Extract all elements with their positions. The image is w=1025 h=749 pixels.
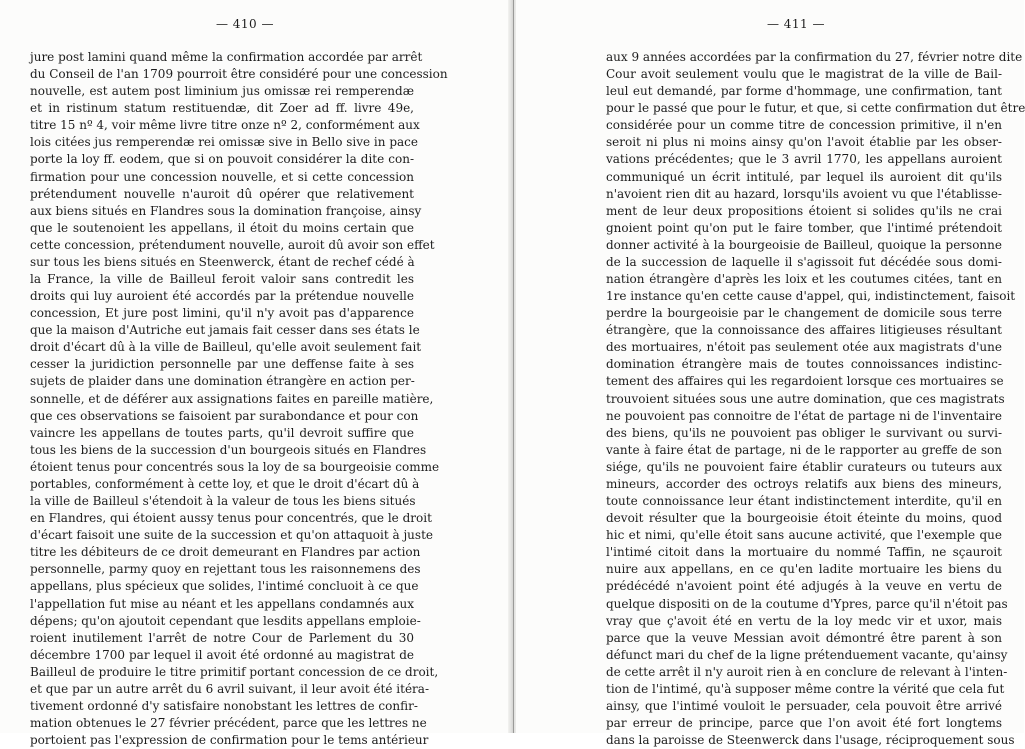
text-line: Cour avoit seulement voulu que le magistrat de la ville de Bail- <box>606 67 1002 82</box>
text-line: considérée pour un comme titre de concession primitive, il n'en <box>606 118 1002 133</box>
text-line: hic et nimi, qu'elle étoit sans aucune activité, que l'exemple que <box>606 528 1002 543</box>
text-line: perdre la bourgeoisie par le changement de domicile sous terre <box>606 306 1002 321</box>
text-line: quelque dispositi on de la coutume d'Ypres, parce qu'il n'étoit pas <box>606 596 1008 611</box>
text-line: droits qui luy auroient été accordés par la prétendue nouvelle <box>30 289 414 304</box>
text-line: portables, conformément à cette loy, et que le droit d'écart dû à <box>30 476 420 491</box>
text-line: la ville de Bailleul s'étendoit à la valeur de tous les biens situés <box>30 494 416 509</box>
text-line: concession, Et jure post limini, qu'il n'y avoit pas d'apparence <box>30 306 414 321</box>
text-line: dépens; qu'on ajoutoit cependant que lesdits appellans emploie- <box>30 613 421 628</box>
text-line: leul eut demandé, par forme d'hommage, une confirmation, tant <box>606 84 1002 99</box>
text-line: portoient pas l'expression de confirmation pour le tems antérieur <box>30 733 429 748</box>
text-line: titre les débiteurs de ce droit demeurant en Flandres par action <box>30 545 421 560</box>
text-line: étrangère, que la connoissance des affaires litigieuses résultant <box>606 323 1002 338</box>
text-line: lois citées jus remperendæ rei omissæ sive in Bello sive in pace <box>30 135 418 150</box>
text-line: gnoient point qu'on put le faire tomber, que l'intimé prétendoit <box>606 220 1002 235</box>
left-page <box>0 0 510 748</box>
text-line: tement des affaires qui les regardoient lorsque ces mortuaires se <box>606 374 1004 389</box>
text-line: n'avoient rien dit au hazard, lorsqu'ils avoient vu que l'établisse- <box>606 186 1002 201</box>
text-line: ment de leur deux propositions étoient si solides qu'ils ne crai <box>606 203 1002 218</box>
text-line: communiqué un écrit intitulé, par lequel ils auroient dit qu'ils <box>606 169 1002 184</box>
text-line: et in ristinum statum restituendæ, dit Zoer ad ff. livre 49e, <box>30 101 414 116</box>
text-line: vaincre les appellans de toutes parts, qu'il devroit suffire que <box>30 425 414 440</box>
left-page-text <box>30 49 448 749</box>
text-line: nuire aux appellans, en ce qu'en ladite mortuaire les biens du <box>606 562 1002 577</box>
text-line: siége, qu'ils ne pouvoient faire établir curateurs ou tuteurs aux <box>606 459 1002 474</box>
text-line: que le soutenoient les appellans, il étoit du moins certain que <box>30 220 414 235</box>
text-line: l'intimé citoit dans la mortuaire du nommé Taffin, ne sçauroit <box>606 545 1002 560</box>
text-line: trouvoient situées sous une autre domination, que ces magistrats <box>606 391 1005 406</box>
text-line: toute connoissance leur étant indistinctement interdite, qu'il en <box>606 494 1002 509</box>
text-line: la France, la ville de Bailleul feroit valoir sans contredit les <box>30 272 414 287</box>
text-line: et que par un autre arrêt du 6 avril suivant, il leur avoit été itéra- <box>30 681 430 696</box>
text-line: par erreur de principe, parce que l'on avoit été fort longtems <box>606 716 1002 731</box>
text-line: aux 9 années accordées par la confirmation du 27, février notre dite <box>606 50 1023 64</box>
text-line: appellans, plus spécieux que solides, l'intimé concluoit à ce que <box>30 579 419 594</box>
text-line: donner activité à la bourgeoisie de Bailleul, quoique la personne <box>606 237 1002 252</box>
text-line: seroit ni plus ni moins ainsy qu'on l'avoit établie par les obser- <box>606 135 1002 150</box>
text-line: tous les biens de la succession d'un bourgeois situés en Flandres <box>30 442 427 457</box>
text-line: roient inutilement l'arrêt de notre Cour de Parlement du 30 <box>30 630 414 645</box>
text-line: jure post lamini quand même la confirmation accordée par arrêt <box>30 50 423 64</box>
text-line: mineurs, accorder des octroys relatifs aux biens des mineurs, <box>606 476 1002 491</box>
text-line: décembre 1700 par lequel il avoit été ordonné au magistrat de <box>30 647 414 662</box>
text-line: dans la paroisse de Steenwerck dans l'usage, réciproquement sous <box>606 733 1015 748</box>
text-line: ainsy, que l'intimé vouloit le persuader, cela pouvoit être arrivé <box>606 698 1002 713</box>
text-line: cesser la juridiction personnelle par une deffense faite à ses <box>30 357 414 372</box>
text-line: tion de l'intimé, qu'à supposer même contre la vérité que cela fut <box>606 681 1005 696</box>
text-line: en Flandres, qui étoient aussy tenus pour concentrés, que le droit <box>30 511 432 526</box>
text-line: nouvelle, est autem post liminium jus omissæ rei remperendæ <box>30 84 414 99</box>
text-line: des biens, qu'ils ne pouvoient pas obliger le survivant ou survi- <box>606 425 1002 440</box>
text-line: de la succession de laquelle il s'agissoit fut décédée sous domi- <box>606 254 1002 269</box>
right-page-text <box>606 49 1025 749</box>
text-line: domination étrangère mais de toutes connoissances indistinc- <box>606 357 1002 372</box>
text-line: vante à faire état de partage, ni de le rapporter au greffe de son <box>606 442 1002 457</box>
text-line: personnelle, parmy quoy en rejettant tous les raisonnemens des <box>30 562 421 577</box>
text-line: prédécédé n'avoient point été adjugés à la veuve en vertu de <box>606 579 1002 594</box>
text-line: que la maison d'Autriche eut jamais fait cesser dans ses états le <box>30 323 420 338</box>
text-line: Bailleul de produire le titre primitif portant concession de ce droit, <box>30 664 439 679</box>
text-line: firmation pour une concession nouvelle, et si cette concession <box>30 169 414 184</box>
text-line: prétendument nouvelle n'auroit dû opérer que relativement <box>30 186 414 201</box>
left-page-number: — 410 — <box>215 17 275 31</box>
text-line: ne pouvoient pas connoitre de l'état de partage ni de l'inventaire <box>606 408 1002 423</box>
right-page-number: — 411 — <box>766 17 826 31</box>
text-line: titre 15 nº 4, voir même livre titre onze nº 2, conformément aux <box>30 118 420 133</box>
text-line: de cette arrêt il n'y auroit rien à en conclure de relevant à l'inten- <box>606 664 1008 679</box>
text-line: des mortuaires, n'étoit pas seulement otée aux magistrats d'une <box>606 340 1002 355</box>
text-line: vations précédentes; que le 3 avril 1770, les appellans auroient <box>606 152 1002 167</box>
right-page <box>514 0 1025 748</box>
text-line: étoient tenus pour concentrés sous la loy de sa bourgeoisie comme <box>30 459 440 474</box>
text-line: parce que la veuve Messian avoit démontré être parent à son <box>606 630 1002 645</box>
text-line: vray que ç'avoit été en vertu de la loy medc vir et uxor, mais <box>606 613 1002 628</box>
text-line: que ces observations se faisoient par surabondance et pour con <box>30 408 419 423</box>
text-line: d'écart faisoit une suite de la succession et qu'on attaquoit à juste <box>30 528 433 543</box>
text-line: porte la loy ff. eodem, que si on pouvoit considérer la dite con- <box>30 152 414 167</box>
text-line: mation obtenues le 27 février précédent, parce que les lettres ne <box>30 716 427 731</box>
text-line: aux biens situés en Flandres sous la domination françoise, ainsy <box>30 203 422 218</box>
text-line: défunct mari du chef de la ligne prétenduement vacante, qu'ainsy <box>606 647 1008 662</box>
text-line: sonnelle, et de déférer aux assignations faites en pareille matière, <box>30 391 434 406</box>
text-line: l'appellation fut mise au néant et les appellans condamnés aux <box>30 596 414 611</box>
text-line: pour le passé que pour le futur, et que, si cette confirmation dut être <box>606 101 1025 116</box>
text-line: du Conseil de l'an 1709 pourroit être considéré pour une concession <box>30 67 448 82</box>
text-line: droit d'écart dû à la ville de Bailleul, qu'elle avoit seulement fait <box>30 340 422 355</box>
text-line: devoit résulter que la bourgeoisie étoit éteinte du moins, quod <box>606 511 1002 526</box>
text-line: cette concession, prétendument nouvelle, auroit dû avoir son effet <box>30 237 435 252</box>
text-line: 1re instance qu'en cette cause d'appel, qui, indistinctement, faisoit <box>606 289 1016 304</box>
text-line: sur tous les biens situés en Steenwerck, étant de rechef cédé à <box>30 254 415 269</box>
text-line: tivement ordonné d'y satisfaire nonobstant les lettres de confir- <box>30 698 418 713</box>
text-line: nation étrangère d'après les loix et les coutumes citées, tant en <box>606 272 1002 287</box>
text-line: sujets de plaider dans une domination étrangère en action per- <box>30 374 415 389</box>
